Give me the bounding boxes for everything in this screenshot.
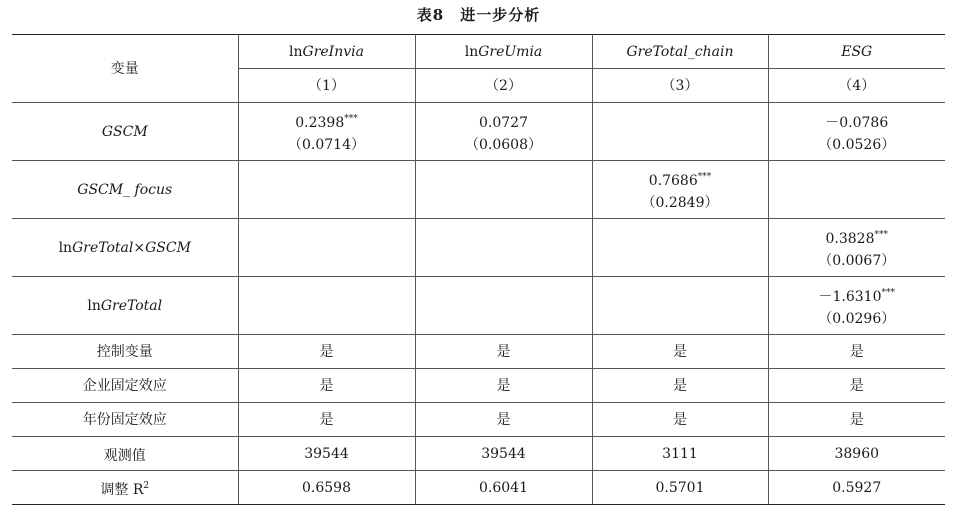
- control-cell: 是: [768, 403, 945, 437]
- stat-label: 调整 $R^2$: [12, 471, 238, 505]
- column-number-2: （2）: [415, 69, 592, 103]
- stat-cell: 0.6598: [238, 471, 415, 505]
- stat-cell: 0.5701: [592, 471, 768, 505]
- variable-label: GSCM: [12, 103, 238, 161]
- column-header-1: lnGreInvia: [238, 35, 415, 69]
- column-number-3: （3）: [592, 69, 768, 103]
- stat-cell: 38960: [768, 437, 945, 471]
- table-row: [12, 161, 945, 219]
- stat-label: 观测值: [12, 437, 238, 471]
- coef-cell: 0.7686*** （0.2849）: [592, 161, 768, 219]
- header-row-names: [12, 35, 945, 69]
- table-row: [12, 369, 945, 403]
- stat-cell: 0.5927: [768, 471, 945, 505]
- column-number-4: （4）: [768, 69, 945, 103]
- regression-table: [12, 34, 945, 505]
- control-cell: 是: [768, 335, 945, 369]
- control-label: 年份固定效应: [12, 403, 238, 437]
- coef-cell: [415, 277, 592, 335]
- column-header-4: ESG: [768, 35, 945, 69]
- stat-cell: 0.6041: [415, 471, 592, 505]
- table-row: [12, 335, 945, 369]
- coef-cell: －1.6310*** （0.0296）: [768, 277, 945, 335]
- table-caption: 表8 进一步分析: [416, 6, 541, 24]
- stat-cell: 39544: [238, 437, 415, 471]
- coef-cell: [238, 219, 415, 277]
- stat-cell: 3111: [592, 437, 768, 471]
- table-row: [12, 103, 945, 161]
- coef-cell: [238, 277, 415, 335]
- control-cell: 是: [415, 369, 592, 403]
- column-header-3: GreTotal_chain: [592, 35, 768, 69]
- coef-cell: －0.0786 （0.0526）: [768, 103, 945, 161]
- control-cell: 是: [238, 369, 415, 403]
- control-cell: 是: [415, 403, 592, 437]
- coef-cell: [592, 277, 768, 335]
- control-cell: 是: [592, 403, 768, 437]
- coef-cell: [238, 161, 415, 219]
- coef-cell: 0.3828*** （0.0067）: [768, 219, 945, 277]
- variable-label: lnGreTotal: [12, 277, 238, 335]
- variable-label: GSCM_ focus: [12, 161, 238, 219]
- control-label: 控制变量: [12, 335, 238, 369]
- control-label: 企业固定效应: [12, 369, 238, 403]
- corner-label: 变量: [12, 35, 238, 103]
- table-row: [12, 277, 945, 335]
- coef-cell: [415, 219, 592, 277]
- variable-label: lnGreTotal×GSCM: [12, 219, 238, 277]
- table-row: [12, 403, 945, 437]
- coef-cell: [592, 219, 768, 277]
- coef-cell: [415, 161, 592, 219]
- control-cell: 是: [415, 335, 592, 369]
- column-header-2: lnGreUmia: [415, 35, 592, 69]
- control-cell: 是: [768, 369, 945, 403]
- stat-cell: 39544: [415, 437, 592, 471]
- coef-cell: [768, 161, 945, 219]
- coef-cell: [592, 103, 768, 161]
- coef-cell: 0.0727 （0.0608）: [415, 103, 592, 161]
- control-cell: 是: [592, 335, 768, 369]
- table-row: [12, 219, 945, 277]
- control-cell: 是: [238, 403, 415, 437]
- control-cell: 是: [592, 369, 768, 403]
- table-row: [12, 437, 945, 471]
- control-cell: 是: [238, 335, 415, 369]
- table-row: [12, 471, 945, 505]
- column-number-1: （1）: [238, 69, 415, 103]
- coef-cell: 0.2398*** （0.0714）: [238, 103, 415, 161]
